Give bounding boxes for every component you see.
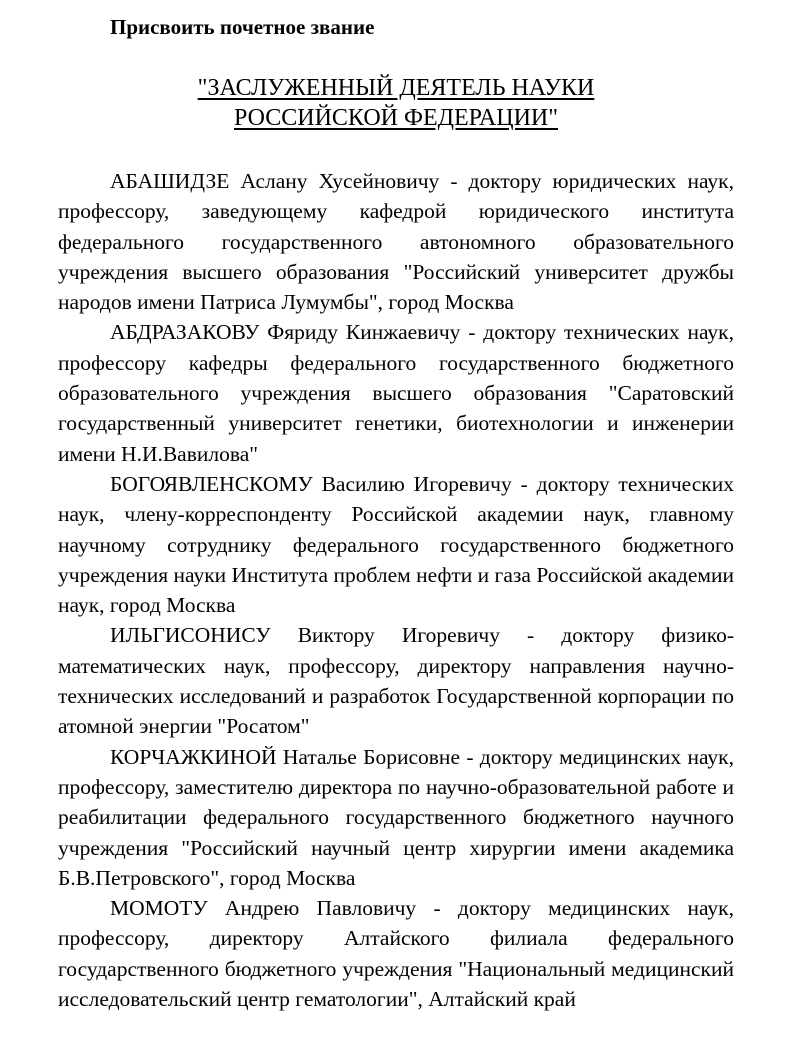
title-line-2: РОССИЙСКОЙ ФЕДЕРАЦИИ" <box>233 105 559 131</box>
awardee-entry: БОГОЯВЛЕНСКОМУ Василию Игоревичу - доктору технических наук, члену-корреспонденту Российской академии наук, главному научному сотруднику федерального государственного бюджетного учреждения науки Института проблем нефти и газа Российской академии наук, город Москва <box>58 471 734 618</box>
title-line-1: "ЗАСЛУЖЕННЫЙ ДЕЯТЕЛЬ НАУКИ <box>197 75 595 101</box>
awardee-list <box>58 166 734 1014</box>
awardee-entry: КОРЧАЖКИНОЙ Наталье Борисовне - доктору медицинских наук, профессору, заместителю директора по научно-образовательной работе и реабилитации федерального государственного бюджетного научного учреждения "Российский научный центр хирургии имени академика Б.В.Петровского", город Москва <box>58 744 734 890</box>
awardee-entry: АБДРАЗАКОВУ Фяриду Кинжаевичу - доктору технических наук, профессору кафедры федерального государственного бюджетного образовательного учреждения высшего образования "Саратовский государственный университет генетики, биотехнологии и инженерии имени Н.И.Вавилова" <box>58 320 734 466</box>
awardee-entry: ИЛЬГИСОНИСУ Виктору Игоревичу - доктору физико-математических наук, профессору, директору направления научно-технических исследований и разработок Государственной корпорации по атомной энергии "Росатом" <box>58 623 734 739</box>
document-heading: Присвоить почетное звание <box>110 15 375 39</box>
awardee-entry: МОМОТУ Андрею Павловичу - доктору медицинских наук, профессору, директору Алтайского филиала федерального государственного бюджетного учреждения "Национальный медицинский исследовательский центр гематологии", Алтайский край <box>58 896 734 1012</box>
awardee-entry: АБАШИДЗЕ Аслану Хусейновичу - доктору юридических наук, профессору, заведующему кафедрой юридического института федерального государственного автономного образовательного учреждения высшего образования "Российский университет дружбы народов имени Патриса Лумумбы", город Москва <box>58 169 734 315</box>
